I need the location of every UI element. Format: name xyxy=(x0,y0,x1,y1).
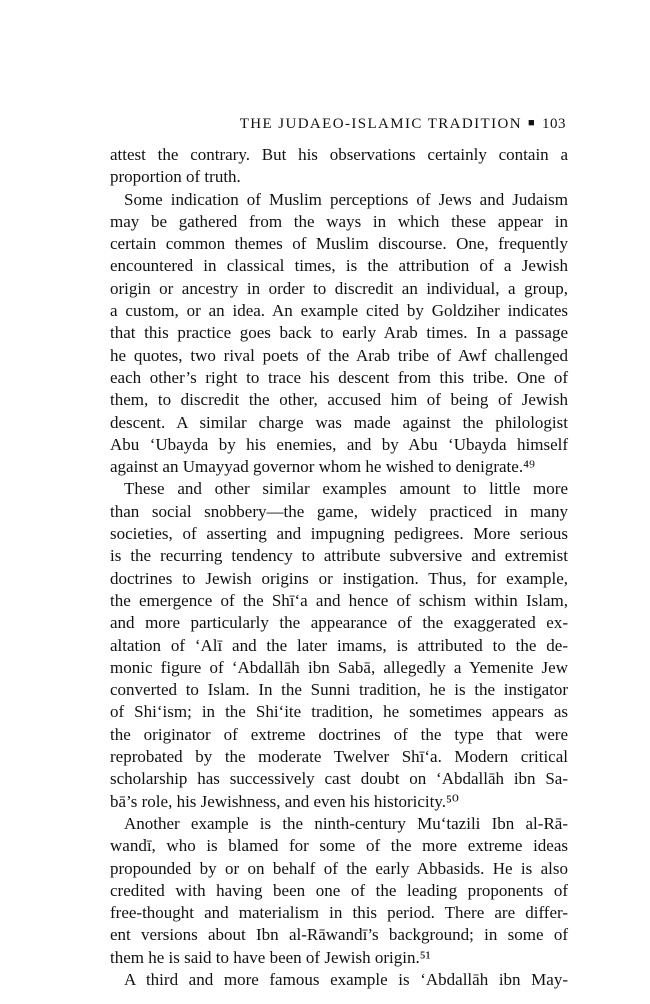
text-line: Another example is the ninth-century Mu‘tazili Ibn al-Rā- xyxy=(124,813,568,833)
text-line: encountered in classical times, is the attribution of a Jewish xyxy=(110,256,568,276)
text-line: Abu ‘Ubayda by his enemies, and by Abu ‘Ubayda himself xyxy=(110,434,568,454)
page-number: 103 xyxy=(542,116,566,132)
text-line: of Shi‘ism; in the Shi‘ite tradition, he sometimes appears as xyxy=(110,702,568,722)
text-line: that this practice goes back to early Arab times. In a passage xyxy=(110,323,568,343)
text-line: attest the contrary. But his observations certainly contain a xyxy=(110,145,568,164)
text-line: each other’s right to trace his descent from this tribe. One of xyxy=(110,367,568,387)
text-line: proportion of truth. xyxy=(110,167,241,187)
text-line: These and other similar examples amount to little more xyxy=(124,479,568,499)
running-head-title: THE JUDAEO-ISLAMIC TRADITION xyxy=(239,116,522,132)
text-line: societies, of asserting and impugning pedigrees. More serious xyxy=(110,524,568,544)
text-line: them he is said to have been of Jewish origin.⁵¹ xyxy=(110,947,431,967)
text-line: is the recurring tendency to attribute subversive and extremist xyxy=(110,546,568,566)
running-head xyxy=(110,113,566,134)
bullet-icon: ■ xyxy=(527,117,536,129)
text-line: origin or ancestry in order to discredit an individual, a group, xyxy=(110,278,568,298)
text-line: the emergence of the Shī‘a and hence of schism within Islam, xyxy=(110,590,568,610)
text-line: ent versions about Ibn al-Rāwandī’s background; in some of xyxy=(110,925,568,945)
text-line: them, to discredit the other, accused him of being of Jewish xyxy=(110,390,568,410)
text-line: credited with having been one of the leading proponents of xyxy=(110,880,568,900)
text-line: than social snobbery—the game, widely practiced in many xyxy=(110,501,568,521)
text-line: descent. A similar charge was made against the philologist xyxy=(110,412,568,432)
text-line: Some indication of Muslim perceptions of Jews and Judaism xyxy=(124,189,568,209)
text-line: a custom, or an idea. An example cited by Goldziher indicates xyxy=(110,301,568,321)
text-line: A third and more famous example is ‘Abdallāh ibn May- xyxy=(124,969,568,989)
text-line: scholarship has successively cast doubt on ‘Abdallāh ibn Sa- xyxy=(110,769,568,789)
text-line: bā’s role, his Jewishness, and even his historicity.⁵⁰ xyxy=(110,791,459,811)
text-line: wandī, who is blamed for some of the more extreme ideas xyxy=(110,836,568,856)
text-line: the originator of extreme doctrines of the type that were xyxy=(110,724,568,744)
text-line: converted to Islam. In the Sunni tradition, he is the instigator xyxy=(110,680,568,700)
text-line: he quotes, two rival poets of the Arab tribe of Awf challenged xyxy=(110,345,568,365)
text-line: monic figure of ‘Abdallāh ibn Sabā, allegedly a Yemenite Jew xyxy=(110,657,568,677)
text-line: and more particularly the appearance of the exaggerated ex- xyxy=(110,613,568,633)
text-line: propounded by or on behalf of the early Abbasids. He is also xyxy=(110,858,568,878)
text-line: may be gathered from the ways in which these appear in xyxy=(110,211,568,231)
text-line: reprobated by the moderate Twelver Shī‘a. Modern critical xyxy=(110,747,568,767)
text-line: against an Umayyad governor whom he wished to denigrate.⁴⁹ xyxy=(110,457,535,477)
text-line: certain common themes of Muslim discourse. One, frequently xyxy=(110,234,568,254)
text-line: doctrines to Jewish origins or instigation. Thus, for example, xyxy=(110,568,568,588)
text-line: altation of ‘Alī and the later imams, is attributed to the de- xyxy=(110,635,568,655)
body-text xyxy=(110,144,568,991)
text-line: free-thought and materialism in this period. There are differ- xyxy=(110,903,568,923)
